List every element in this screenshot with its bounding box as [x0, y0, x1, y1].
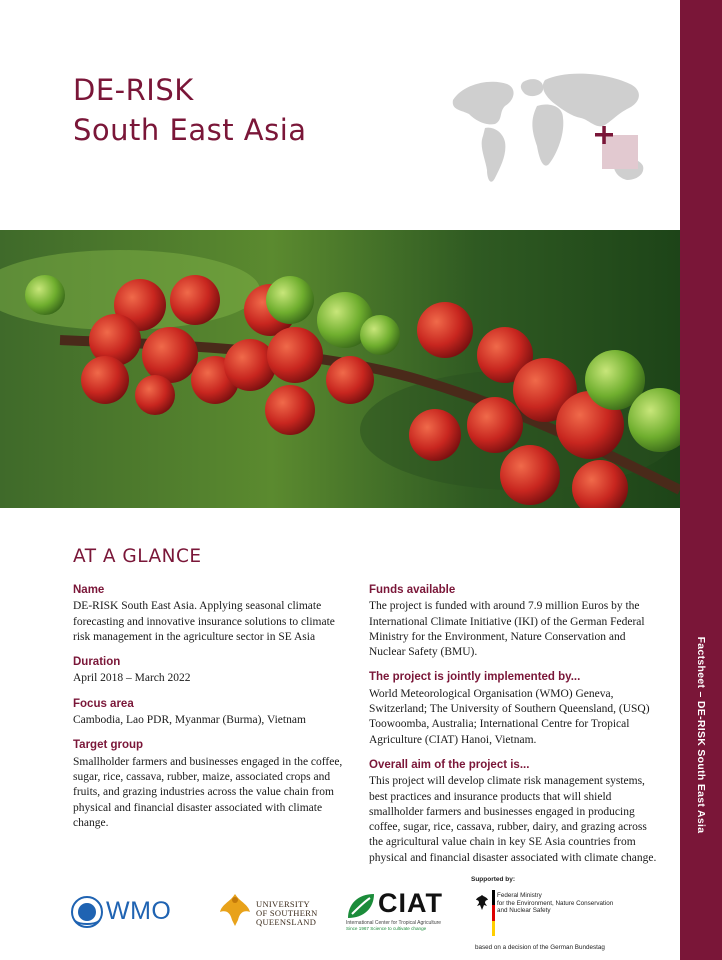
wmo-wordmark: WMO: [106, 897, 172, 925]
ciat-wordmark: CIAT: [378, 888, 443, 918]
ciat-subtitle: International Center for Tropical Agriculture: [346, 920, 442, 926]
implemented-label: The project is jointly implemented by...: [369, 671, 581, 684]
usq-line-1: UNIVERSITY: [256, 899, 310, 909]
bundestag-note: based on a decision of the German Bundestag: [475, 944, 605, 951]
title-line-2: South East Asia: [73, 113, 307, 147]
world-map-icon: [445, 62, 660, 207]
ciat-logo: [346, 890, 461, 932]
target-group-label: Target group: [73, 739, 144, 752]
aim-text: This project will develop climate risk management systems, best practices and insurance products that will shield smallholder farmers and businesses engaged in producing coffee, sugar, rice, cassava, rubber, dairy, and grazing across the agricultural value chain in key SE Asia countries from physical and financial disaster associated with climate change.: [369, 775, 657, 864]
bmu-logo: [475, 890, 675, 940]
usq-logo: [218, 890, 318, 932]
ciat-tagline: Since 1967 Science to cultivate change: [346, 926, 427, 931]
focus-area-text: Cambodia, Lao PDR, Myanmar (Burma), Vietnam: [73, 714, 306, 727]
duration-text: April 2018 – March 2022: [73, 672, 191, 685]
implemented-text: World Meteorological Organisation (WMO) Geneva, Switzerland; The University of Southern Queensland, (USQ) Toowoomba, Australia; International Centre for Tropical Agriculture (CIAT) Hanoi, Vietnam.: [369, 687, 650, 746]
supported-by-label: Supported by:: [471, 876, 516, 883]
right-column: [369, 583, 659, 876]
title-line-1: DE-RISK: [73, 73, 194, 107]
page-title: [73, 70, 307, 150]
wmo-emblem-icon: [70, 895, 104, 929]
ciat-leaf-icon: [346, 892, 376, 920]
duration-label: Duration: [73, 656, 121, 669]
name-text: DE-RISK South East Asia. Applying seasonal climate forecasting and innovative insurance solutions to climate risk management in the agriculture sector in SE Asia: [73, 600, 335, 643]
sidebar-label: Factsheet – DE-RISK South East Asia: [695, 636, 707, 834]
left-column: [73, 583, 348, 841]
bmu-line-2: for the Environment, Nature Conservation: [497, 899, 614, 907]
flag-stripes: [492, 890, 495, 936]
usq-line-2: OF SOUTHERN: [256, 908, 318, 918]
name-label: Name: [73, 584, 105, 596]
coffee-cherries-photo: [0, 230, 680, 508]
target-group-text: Smallholder farmers and businesses engaged in the coffee, sugar, rice, cassava, rubber, maize, associated crops and fruits, and grazing industries across the value chain from physical and financial disaster associated with climate change.: [73, 755, 343, 829]
aim-label: Overall aim of the project is...: [369, 758, 530, 771]
funds-text: The project is funded with around 7.9 million Euros by the International Climate Initiative (IKI) of the German Federal Ministry for the Environment, Nature Conservation and Nuclear Safety (BMU).: [369, 600, 645, 659]
usq-wordmark: [256, 900, 318, 927]
usq-line-3: QUEENSLAND: [256, 917, 317, 927]
wmo-logo: [70, 893, 185, 931]
focus-area-label: Focus area: [73, 697, 134, 710]
funds-label: Funds available: [369, 584, 456, 596]
bmu-wordmark: [497, 892, 613, 915]
usq-phoenix-icon: [218, 890, 252, 928]
bmu-line-3: and Nuclear Safety: [497, 907, 551, 914]
german-eagle-icon: [475, 894, 489, 912]
bmu-line-1: Federal Ministry: [497, 892, 542, 899]
at-a-glance-heading: AT A GLANCE: [73, 546, 202, 567]
